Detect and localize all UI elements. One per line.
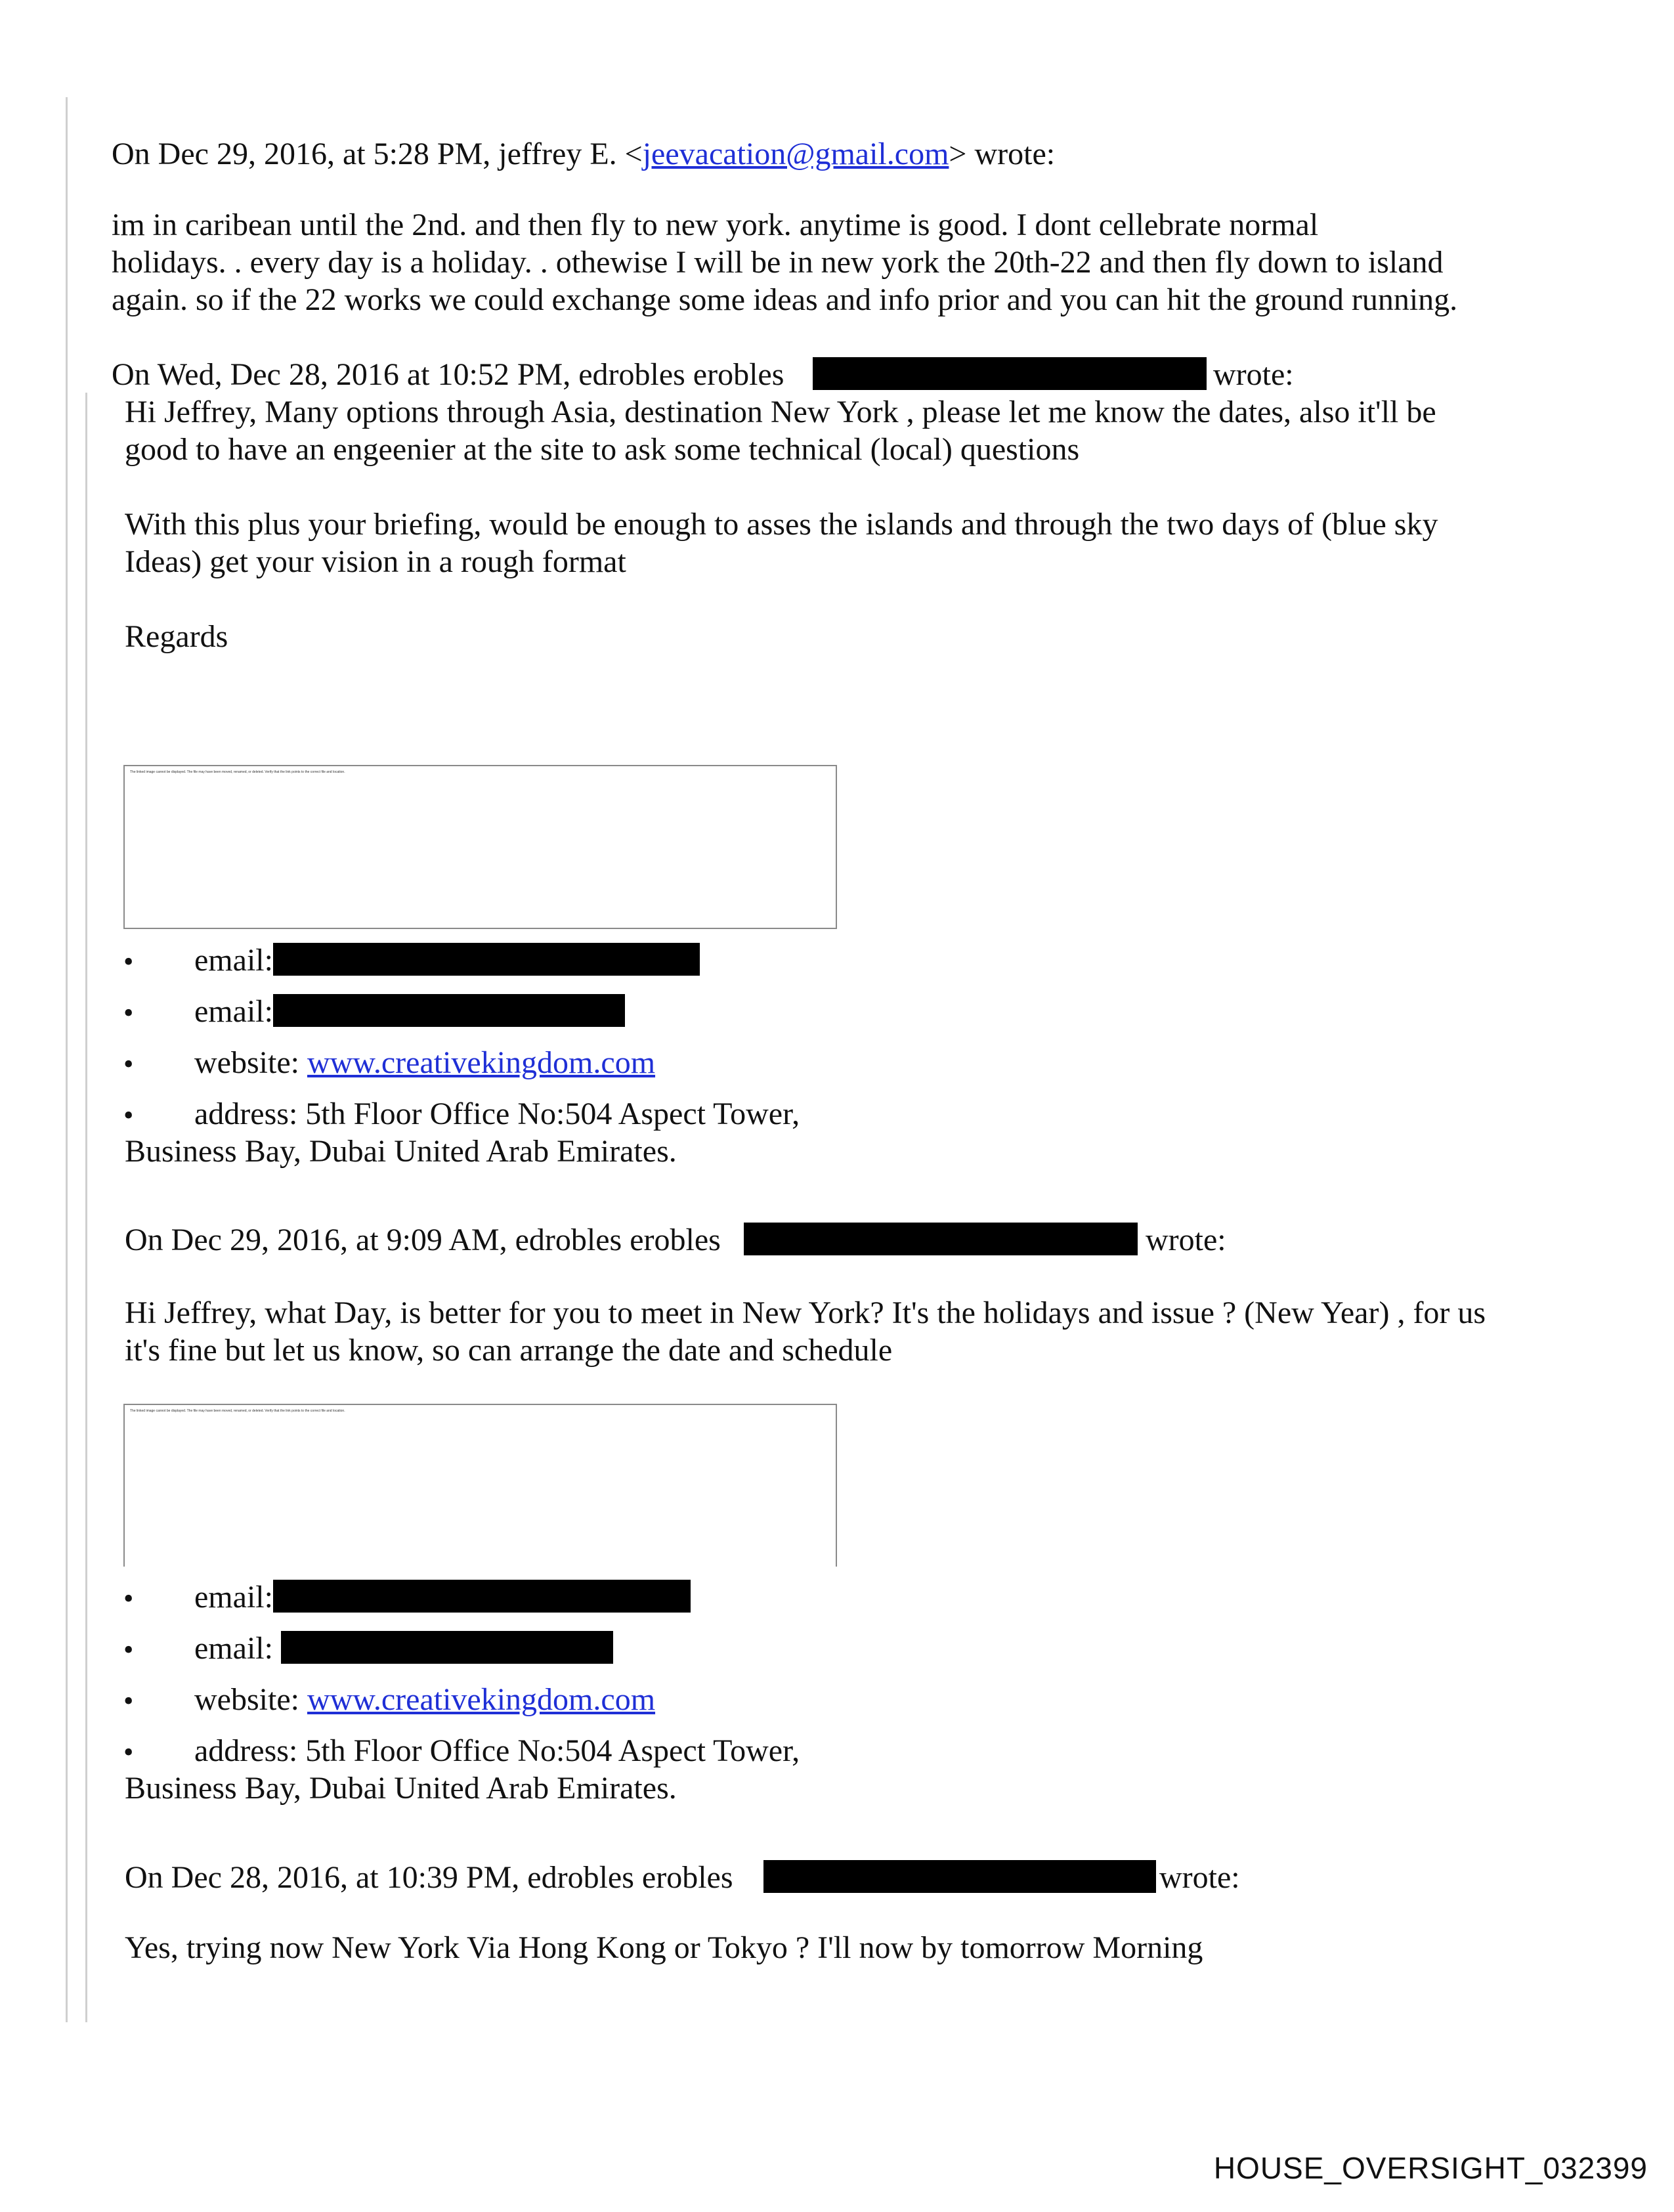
email3-redaction [744, 1223, 1138, 1255]
signature2-email-2-redaction [281, 1631, 613, 1664]
email4-header-prefix: On Dec 28, 2016, at 10:39 PM, edrobles erobles [125, 1860, 733, 1895]
email2-body-line-1: Hi Jeffrey, Many options through Asia, destination New York , please let me know the dates, also it'll be [125, 395, 1436, 429]
signature2-broken-image [123, 1404, 837, 1567]
quote-bar-outer [66, 97, 68, 2022]
bullet-icon: • [123, 1634, 134, 1666]
signature1-website-link[interactable]: www.creativekingdom.com [307, 1045, 656, 1080]
signature2-address-line-1: address: 5th Floor Office No:504 Aspect Tower, [194, 1733, 800, 1768]
email3-body-line-1: Hi Jeffrey, what Day, is better for you to meet in New York? It's the holidays and issue ? (New Year) , for us [125, 1295, 1486, 1330]
signature2-image-caption: The linked image cannot be displayed. The file may have been moved, renamed, or deleted. Verify that the link points to the correct file and location. [130, 1409, 345, 1413]
email4-redaction [763, 1860, 1156, 1893]
bullet-icon: • [123, 997, 134, 1029]
signature2-email-label-1: email: [194, 1580, 273, 1615]
email1-sender-email-link[interactable]: jeevacation@gmail.com [642, 137, 949, 171]
email4-header [125, 1859, 733, 1896]
signature2-website-label: website: [194, 1682, 307, 1717]
email1-body-line-3: again. so if the 22 works we could exchange some ideas and info prior and you can hit the ground running. [112, 282, 1458, 317]
signature1-website [194, 1044, 655, 1081]
email3-header-prefix: On Dec 29, 2016, at 9:09 AM, edrobles erobles [125, 1223, 721, 1257]
email2-body-line-2: good to have an engeenier at the site to ask some technical (local) questions [125, 432, 1080, 467]
email4-body-line-1: Yes, trying now New York Via Hong Kong or Tokyo ? I'll now by tomorrow Morning [125, 1930, 1203, 1965]
email2-regards: Regards [125, 619, 228, 654]
signature1-email-label-1: email: [194, 943, 273, 978]
signature2-email-1-redaction [273, 1580, 691, 1613]
email1-header [112, 135, 1055, 173]
email3-body-line-2: it's fine but let us know, so can arrange the date and schedule [125, 1333, 893, 1368]
bates-number: HOUSE_OVERSIGHT_032399 [1213, 2151, 1648, 2185]
quote-bar-inner [85, 393, 87, 2022]
bullet-icon: • [123, 1736, 134, 1768]
email2-body-line-3: With this plus your briefing, would be enough to asses the islands and through the two days of (blue sky [125, 507, 1438, 542]
signature2-website-link[interactable]: www.creativekingdom.com [307, 1682, 656, 1717]
signature2-email-1 [194, 1578, 691, 1616]
signature1-website-label: website: [194, 1045, 307, 1080]
bullet-icon: • [123, 945, 134, 978]
signature2-email-label-2: email: [194, 1631, 281, 1666]
signature1-email-1-redaction [273, 943, 700, 976]
signature2-email-2 [194, 1630, 613, 1667]
signature1-email-1 [194, 942, 700, 979]
email2-redaction [813, 357, 1207, 390]
email1-header-suffix: > wrote: [949, 137, 1056, 171]
email2-header-suffix: wrote: [1213, 357, 1294, 392]
email2-header-prefix: On Wed, Dec 28, 2016 at 10:52 PM, edrobles erobles [112, 357, 784, 392]
bullet-icon: • [123, 1582, 134, 1615]
signature1-email-2 [194, 993, 625, 1030]
email1-body-line-2: holidays. . every day is a holiday. . othewise I will be in new york the 20th-22 and then fly down to island [112, 245, 1444, 280]
email3-header-suffix: wrote: [1146, 1223, 1226, 1257]
signature1-broken-image [123, 765, 837, 929]
email4-header-suffix: wrote: [1159, 1860, 1240, 1895]
bullet-icon: • [123, 1685, 134, 1717]
signature2-address-line-2: Business Bay, Dubai United Arab Emirates. [125, 1771, 677, 1806]
signature1-image-caption: The linked image cannot be displayed. The file may have been moved, renamed, or deleted. Verify that the link points to the correct file and location. [130, 770, 345, 774]
signature1-email-2-redaction [273, 994, 625, 1027]
signature1-address-line-2: Business Bay, Dubai United Arab Emirates. [125, 1134, 677, 1169]
bullet-icon: • [123, 1048, 134, 1080]
email3-header [125, 1221, 721, 1259]
email1-header-prefix: On Dec 29, 2016, at 5:28 PM, jeffrey E. < [112, 137, 643, 171]
email1-body-line-1: im in caribean until the 2nd. and then fly to new york. anytime is good. I dont cellebrate normal [112, 207, 1319, 242]
email2-header [112, 356, 784, 393]
signature1-email-label-2: email: [194, 994, 273, 1029]
bullet-icon: • [123, 1099, 134, 1131]
email2-body-line-4: Ideas) get your vision in a rough format [125, 544, 626, 579]
signature1-address-line-1: address: 5th Floor Office No:504 Aspect Tower, [194, 1096, 800, 1131]
signature2-website [194, 1681, 655, 1718]
